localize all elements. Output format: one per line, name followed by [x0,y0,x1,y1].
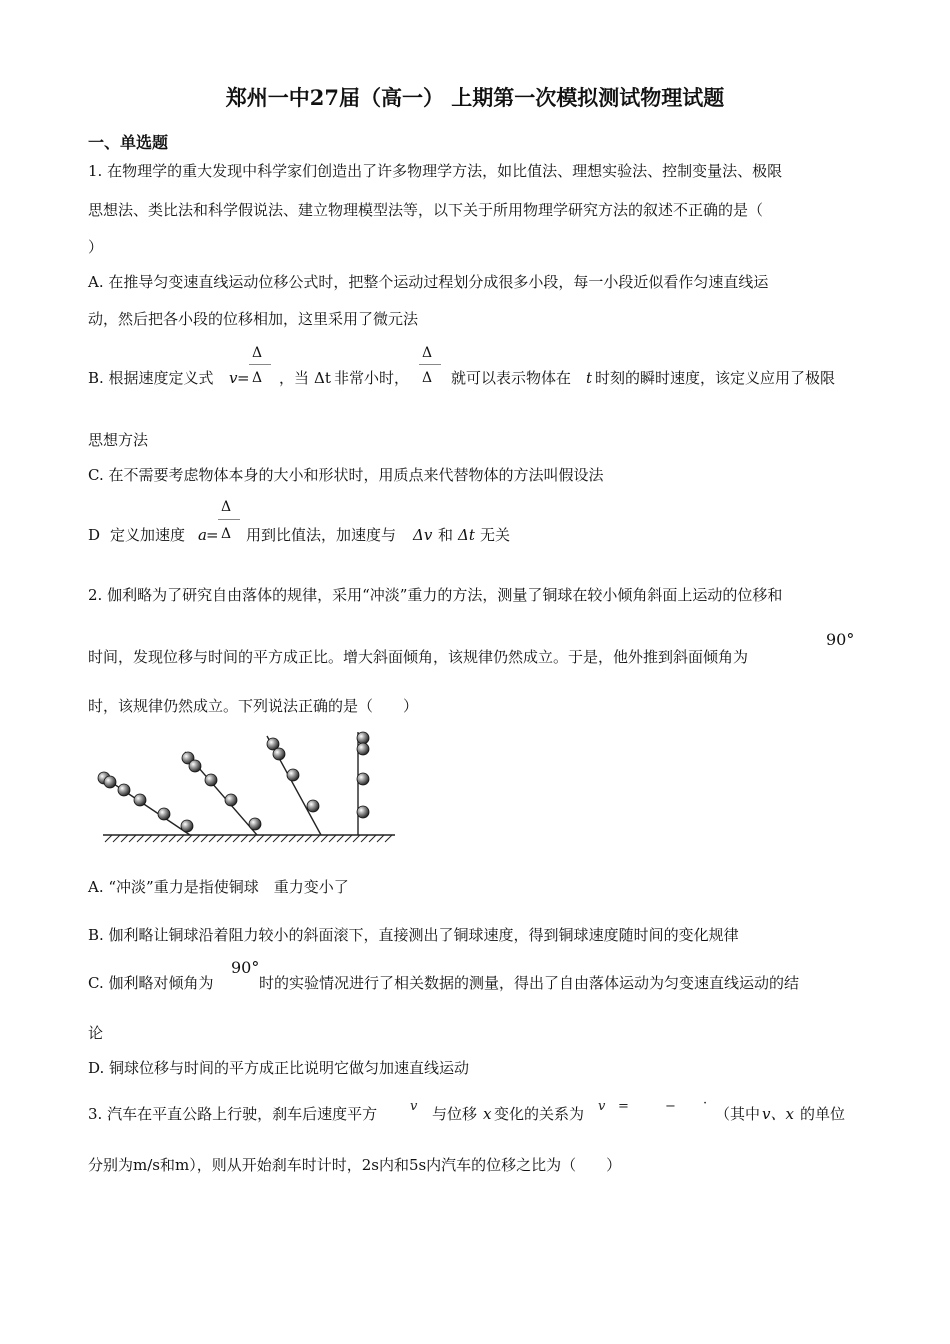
q2-stem-line1: 2. 伽利略为了研究自由落体的规律，采用“冲淡”重力的方法，测量了铜球在较小倾角斜面上运动的位移和 [88,586,783,604]
q2-option-d: D. 铜球位移与时间的平方成正比说明它做匀加速直线运动 [88,1059,470,1077]
page-title: 郑州一中27届（高一） 上期第一次模拟测试物理试题 [225,85,725,110]
q2-option-c-post: 时的实验情况进行了相关数据的测量，得出了自由落体运动为匀变速直线运动的结 [259,974,800,992]
q3-formula-dot: · [703,1096,708,1111]
q3-stem-end: 的单位 [800,1105,846,1123]
fraction-numerator: Δ [422,345,433,361]
q1-option-a-line1: A. 在推导匀变速直线运动位移公式时，把整个运动过程划分成很多小段，每一小段近似看作匀速直线运 [88,273,769,291]
q2-option-c-prefix: C. 伽利略对倾角为 [88,974,214,992]
q1-stem-line2: 思想法、类比法和科学假说法、建立物理模型法等，以下关于所用物理学研究方法的叙述不正确的是（ [88,201,764,219]
q3-x-symbol: x [483,1105,492,1123]
fraction-denominator: Δ [252,370,263,386]
ground-hatching [105,835,392,842]
copper-balls [98,732,369,832]
q1-option-d-post: 用到比值法，加速度与 [246,526,397,544]
fraction-denominator: Δ [422,370,433,386]
q2-stem-line2: 时间，发现位移与时间的平方成正比。增大斜面倾角，该规律仍然成立。于是，他外推到斜面倾角为 [88,648,749,666]
q1-option-d-and: 和 [438,526,454,544]
q2-option-b: B. 伽利略让铜球沿着阻力较小的斜面滚下，直接测出了铜球速度，得到铜球速度随时间的变化规律 [88,926,739,944]
q2-option-c-angle: 90° [231,958,260,977]
q3-stem-mid: 与位移 [432,1105,478,1123]
fraction-numerator: Δ [252,345,263,361]
q3-formula-eq: = [618,1099,629,1114]
q1-option-d-dv: Δv [413,526,433,544]
q3-formula-minus: − [665,1099,676,1114]
fraction-bar [249,364,271,365]
q1-option-d-eq: = [206,526,219,544]
q1-option-d-mid: 定义加速度 [110,526,186,544]
q1-option-d-label: D [88,526,101,544]
q3-v-symbol: v [410,1099,418,1114]
q1-option-b-post: 就可以表示物体在 [451,369,572,387]
q1-option-b-eq: = [237,369,250,387]
q2-option-c-line2: 论 [88,1024,104,1042]
q1-option-b-t: t [586,369,593,387]
q1-option-b-mid: ，当 [279,369,310,387]
q1-option-a-line2: 动，然后把各小段的位移相加，这里采用了微元法 [88,310,419,328]
q3-formula-v: v [598,1099,606,1114]
q1-option-d-a: a [198,526,207,544]
q1-option-b-line2: 思想方法 [88,431,149,449]
q2-angle: 90° [826,630,855,649]
q2-stem-line3: 时，该规律仍然成立。下列说法正确的是（ ） [88,697,419,715]
q1-option-b-post2: 时刻的瞬时速度，该定义应用了极限 [595,369,836,387]
fraction-bar [218,519,240,520]
q1-option-b-v: v [229,369,238,387]
q3-stem-prefix: 3. 汽车在平直公路上行驶，刹车后速度平方 [88,1105,378,1123]
q1-option-d-dt: Δt [458,526,475,544]
q3-stem-line2: 分别为m/s和m），则从开始刹车时计时，2s内和5s内汽车的位移之比为（ ） [88,1156,622,1174]
q1-option-b-mid2: 非常小时， [334,369,410,387]
q1-stem-line3: ） [88,238,104,256]
fraction-bar [419,364,441,365]
q3-stem-mid2: 变化的关系为 [494,1105,585,1123]
fraction-numerator: Δ [221,499,232,515]
q1-option-c: C. 在不需要考虑物体本身的大小和形状时，用质点来代替物体的方法叫假设法 [88,466,604,484]
q1-option-b-prefix: B. 根据速度定义式 [88,369,214,387]
section-heading: 一、单选题 [88,133,169,152]
q3-stem-vars: v、x [762,1105,794,1123]
incline-planes [99,732,358,835]
q2-option-a: A. “冲淡”重力是指使铜球 重力变小了 [88,878,349,896]
q1-option-b-dt: Δt [314,369,331,387]
q1-option-d-end: 无关 [480,526,511,544]
q3-stem-post: （其中 [715,1105,761,1123]
fraction-denominator: Δ [221,526,232,542]
q1-stem-line1: 1. 在物理学的重大发现中科学家们创造出了许多物理学方法，如比值法、理想实验法、控制变量法、极限 [88,162,783,180]
galileo-incline-figure [95,728,400,848]
